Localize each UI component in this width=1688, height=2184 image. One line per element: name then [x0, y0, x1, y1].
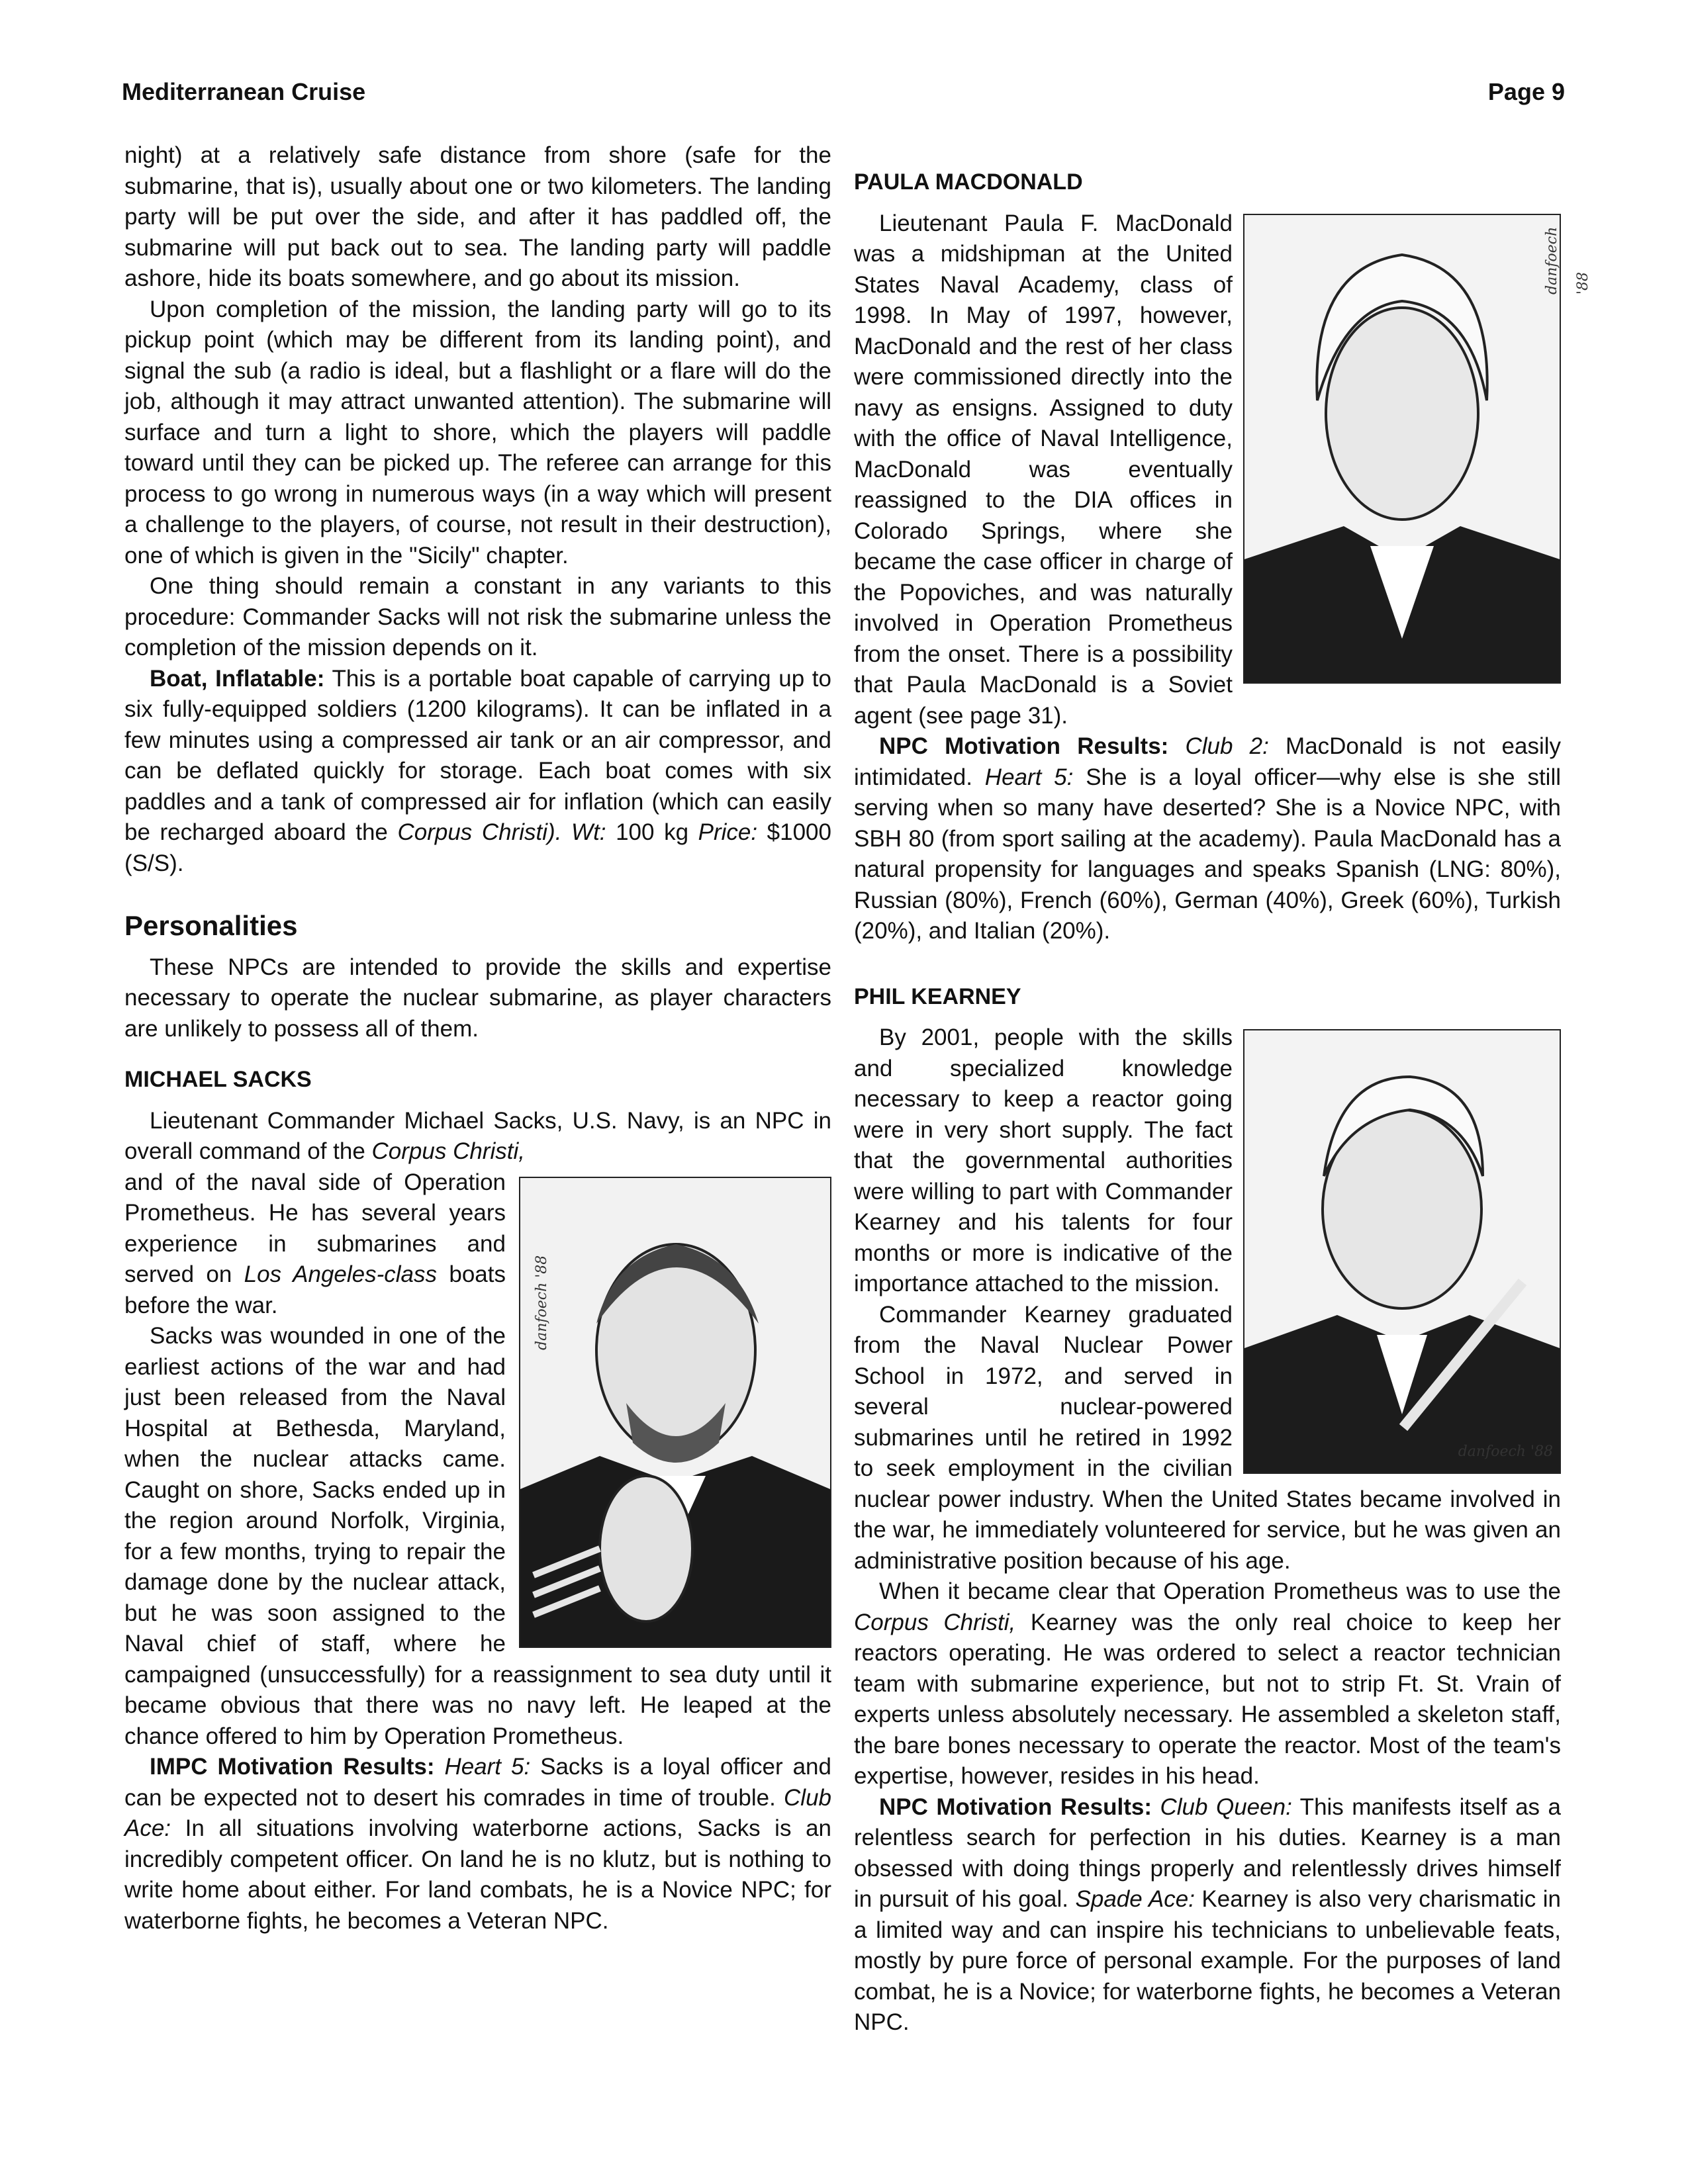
paragraph: night) at a relatively safe distance from shore (safe for the submarine, that is), usually about one or two kilometers. The landing party will be put over the side, and after it has paddled off, the submarine will put back out to sea. The landing party will paddle ashore, hide its boats somewhere, and go about its mission. [124, 142, 831, 291]
npc-heading-sacks: MICHAEL SACKS [124, 1067, 312, 1092]
paragraph: Commander Kearney graduated from the Naval Nuclear Power School in 1972, and served in several nuclear-powered submarines until he retired in 1992 to seek employment in the civilian nuclear power industry. When the United States became involved in the war, he immediately volunteered for service, but he was given an administrative position because of his age. [854, 1301, 1561, 1574]
kearney-p3: When it became clear that Operation Prometheus was to use the Corpus Christi, Kearney was the only real choice to keep her reactors operating. He was ordered to select a reactor technician team with submarine experience, but not to strip Ft. St. Vrain of experts unless absolutely necessary. He assembled a skeleton staff, the bare bones necessary to operate the reactor. Most of the team's expertise, however, resides in his head. [854, 1578, 1562, 1789]
left-column [124, 140, 831, 1936]
paragraph: Lieutenant Paula F. MacDonald was a midshipman at the United States Naval Academy, class of 1998. In May of 1997, however, MacDonald and the rest of her class were commissioned directly into the navy as ensigns. Assigned to duty with the office of Naval Intelligence, MacDonald was eventually reassigned to the DIA offices in Colorado Springs, where she became the case officer in charge of the Popoviches, and was naturally involved in Operation Prometheus from the onset. There is a possibility that Paula MacDonald is a Soviet agent (see page 31). [854, 210, 1233, 729]
macdonald-motivation: NPC Motivation Results: Club 2: MacDonald is not easily intimidated. Heart 5: She is a loyal officer—why else is she still serving when so many have deserted? She is a Novice NPC, with SBH 80 (from sport sailing at the academy). Paula MacDonald has a natural propensity for languages and speaks Spanish (LNG: 80%), Russian (80%), French (60%), German (40%), Greek (60%), Turkish (20%), and Italian (20%). [854, 733, 1562, 944]
artist-signature: danfoech '88 [534, 1255, 550, 1350]
kearney-portrait [1243, 1029, 1561, 1474]
npc-heading-kearney: PHIL KEARNEY [854, 983, 1021, 1009]
boat-entry: Boat, Inflatable: This is a portable boat capable of carrying up to six fully-equipped soldiers (1200 kilograms). It can be inflated in a few minutes using a compressed air tank or an air compressor, and can be deflated quickly for storage. Each boat comes with six paddles and a tank of compressed air for inflation (which can easily be recharged aboard the Corpus Christi). Wt: 100 kg Price: $1000 (S/S). [124, 665, 831, 876]
macdonald-portrait [1243, 214, 1591, 684]
boat-label: Boat, Inflatable: [150, 665, 325, 692]
paragraph: Upon completion of the mission, the landing party will go to its pickup point (which may be different from its landing point), and signal the sub (a radio is ideal, but a flashlight or a flare will do the job, although it may attract unwanted attention). The submarine will surface and turn a light to shore, which the players will paddle toward until they can be picked up. The referee can arrange for this process to go wrong in numerous ways (in a way which will present a challenge to the players, of course, not result in their destruction), one of which is given in the "Sicily" chapter. [124, 296, 831, 569]
paragraph: Sacks was wounded in one of the earliest actions of the war and had just been released from the Naval Hospital at Bethesda, Maryland, when the nuclear attacks came. Caught on shore, Sacks ended up in the region around Norfolk, Virginia, for a few months, trying to repair the damage done by the nuclear attack, but he was soon assigned to the Naval chief of staff, where he campaigned (unsuccessfully) for a reassignment to sea duty until it became obvious that there was no navy left. He leaped at the chance offered to him by Operation Prometheus. [124, 1323, 831, 1749]
running-header-title: Mediterranean Cruise [122, 78, 366, 105]
kearney-motivation: NPC Motivation Results: Club Queen: This manifests itself as a relentless search for perfection in his duties. Kearney is a man obsessed with doing things properly and relentlessly drives himself in pursuit of his goal. Spade Ace: Kearney is also very charismatic in a limited way and can inspire his technicians to unbelievable feats, mostly by pure force of personal example. For the purposes of land combat, he is a Novice; for waterborne fights, he becomes a Veteran NPC. [854, 1794, 1561, 2035]
paragraph: These NPCs are intended to provide the skills and expertise necessary to operate the nuclear submarine, as player characters are unlikely to possess all of them. [124, 954, 831, 1042]
sacks-portrait [519, 1177, 831, 1648]
sacks-intro-cont: and of the naval side of Operation Prometheus. He has several years experience in submarines and served on Los Angeles-class boats before the war. [124, 1169, 506, 1318]
section-heading: Personalities [124, 910, 298, 941]
sacks-motivation: IMPC Motivation Results: Heart 5: Sacks is a loyal officer and can be expected not to desert his comrades in time of trouble. Club Ace: In all situations involving waterborne actions, Sacks is an incredibly competent officer. On land he is no klutz, but is nothing to write home about either. For land combats, he is a Novice NPC; for waterborne fights, he becomes a Veteran NPC. [124, 1754, 831, 1934]
paragraph: One thing should remain a constant in any variants to this procedure: Commander Sacks will not risk the submarine unless the completion of the mission depends on it. [124, 573, 831, 660]
sacks-intro: Lieutenant Commander Michael Sacks, U.S. Navy, is an NPC in overall command of the Corpus Christi, [124, 1107, 831, 1164]
paragraph: By 2001, people with the skills and specialized knowledge necessary to keep a reactor going were in very short supply. The fact that the governmental authorities were willing to part with Commander Kearney and his talents for four months or more is indicative of the importance attached to the mission. [854, 1024, 1233, 1297]
right-column [854, 140, 1591, 2038]
artist-signature: danfoech '88 [1458, 1443, 1553, 1460]
page-number: Page 9 [1487, 78, 1565, 105]
npc-heading-macdonald: PAULA MACDONALD [854, 169, 1083, 195]
artist-signature: danfoech '88 [1544, 226, 1591, 295]
